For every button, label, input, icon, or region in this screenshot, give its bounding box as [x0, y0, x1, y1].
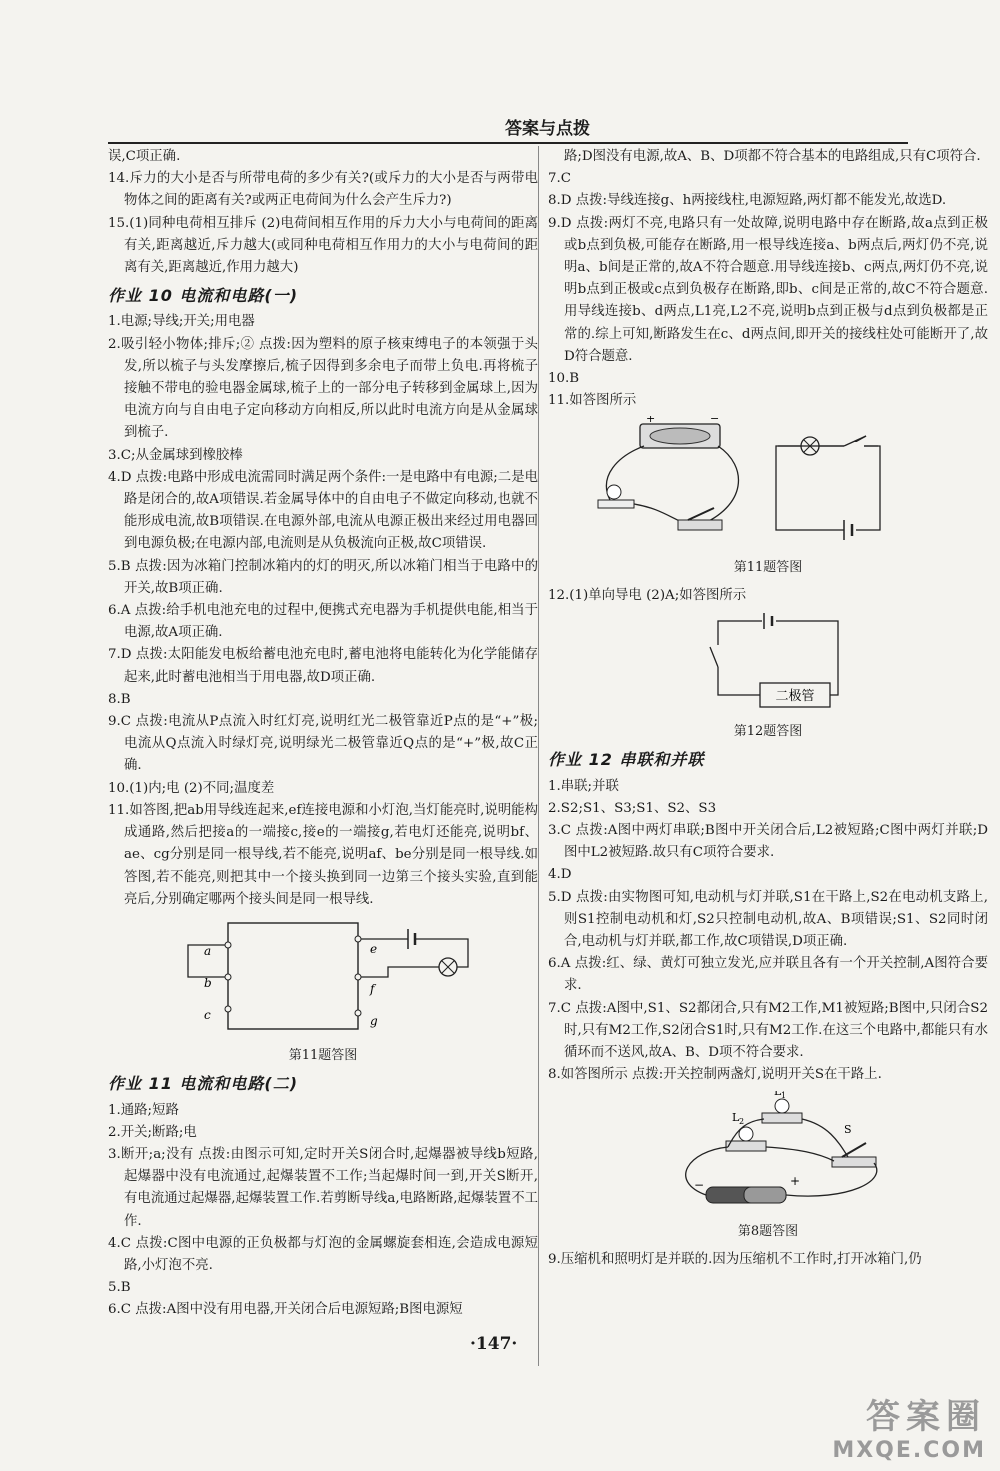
left-column [108, 146, 538, 1322]
answer-10-2: 2.吸引轻小物体;排斥;② 点拨:因为塑料的原子核束缚电子的本领强于头发,所以梳子与头发摩擦后,梳子因得到多余电子而带上负电.再将梳子接触不带电的验电器金属球,梳子上的一部分电子转移到金属球上,因为电流方向与自由电子定向移动方向相反,所以此时电流方向是从金属球到梳子. [108, 336, 538, 441]
answer-10-9: 9.C 点拨:电流从P点流入时红灯亮,说明红光二极管靠近P点的是“+”极;电流从Q点流入时绿灯亮,说明绿光二极管靠近Q点的是“+”极,故C正确. [108, 714, 538, 774]
header-title: 答案与点拨 [505, 119, 590, 139]
lamp-l1-subscript: 1 [781, 1090, 787, 1100]
switch-s-label: S [844, 1122, 852, 1136]
answer-11-1: 1.通路;短路 [108, 1102, 179, 1118]
figure-11-left [108, 915, 538, 1043]
terminal-e-label: e [370, 941, 378, 956]
answer-11-4: 4.C 点拨:C图中电源的正负极都与灯泡的金属螺旋套相连,会造成电源短路,小灯泡不亮. [108, 1235, 538, 1273]
section-heading-10: 作业 10 电流和电路(一) [108, 286, 299, 306]
answer-11-7: 7.C [548, 171, 572, 187]
answer-11-10: 10.B [548, 371, 580, 387]
terminal-f-label: f [370, 981, 375, 996]
column-divider [538, 146, 539, 1366]
section-heading-12: 作业 12 串联和并联 [548, 750, 705, 770]
figure-caption: 第12题答图 [733, 724, 803, 740]
answer-11-2: 2.开关;断路;电 [108, 1124, 197, 1140]
diode-circuit-diagram [548, 611, 988, 711]
battery-minus-label: − [694, 1177, 705, 1192]
answer-12-7: 7.C 点拨:A图中,S1、S2都闭合,只有M2工作,M1被短路;B图中,只闭合S2时,只有M2工作,S2闭合S1时,只有M2工作.在这三个电路中,都能只有水循环而不送风,故A、B、D项不符合要求. [548, 1000, 988, 1061]
figure-caption: 第11题答图 [733, 559, 803, 575]
figure-caption: 第11题答图 [288, 1048, 358, 1064]
lamp-l2-subscript: 2 [739, 1116, 745, 1126]
answer-12-6: 6.A 点拨:红、绿、黄灯可独立发光,应并联且各有一个开关控制,A图符合要求. [548, 956, 988, 994]
right-column [548, 146, 988, 1271]
answer-11-11: 11.如答图所示 [548, 393, 637, 409]
answer-12-1: 1.串联;并联 [548, 778, 619, 794]
answer-10-6: 6.A 点拨:给手机电池充电的过程中,便携式充电器为手机提供电能,相当于电源,故A项正确. [108, 603, 538, 641]
figure-8 [548, 1091, 988, 1219]
answer-10-5: 5.B 点拨:因为冰箱门控制冰箱内的灯的明灭,所以冰箱门相当于电路中的开关,故B项正确. [108, 558, 538, 596]
figure-12 [548, 611, 988, 719]
answer-11-9: 9.D 点拨:两灯不亮,电路只有一处故障,说明电路中存在断路,故a点到正极或b点到负极,可能存在断路,用一根导线连接a、b两点后,两灯仍不亮,说明a、b间是正常的,故A不符合题意.用导线连接b、c两点,两灯仍不亮,说明b点到正极或c点到负极存在断路,即b、c间是正常的,故C不符合题意.用导线连接b、d两点,L1亮,L2不亮,说明b点到正极与d点到负极都是正常的.综上可知,断路发生在c、d两点间,即开关的接线柱处可能断开了,故D符合题意. [548, 215, 988, 364]
terminal-g-label: g [370, 1013, 378, 1028]
battery-plus-label: + [790, 1173, 801, 1188]
parallel-lamps-drawing [548, 1091, 988, 1211]
answer-12-2: 2.S2;S1、S3;S1、S2、S3 [548, 800, 717, 816]
answer-12-3: 3.C 点拨:A图中两灯串联;B图中开关闭合后,L2被短路;C图中两灯并联;D图中L2被短路.故只有C项符合要求. [548, 823, 988, 861]
figure-11-right [548, 416, 988, 554]
watermark-line1: 答案圈 [866, 1397, 986, 1437]
answer-11-12: 12.(1)单向导电 (2)A;如答图所示 [548, 587, 747, 603]
answer-14: 14.斥力的大小是否与所带电荷的多少有关?(或斥力的大小是否与两带电物体之间的距离有关?或两正电荷间为什么会产生斥力?) [108, 171, 538, 209]
answer-text: 路;D图没有电源,故A、B、D项都不符合基本的电路组成,只有C项符合. [564, 149, 981, 164]
page-number: ·147· [470, 1334, 518, 1354]
running-header [108, 108, 908, 144]
section-heading-11: 作业 11 电流和电路(二) [108, 1074, 299, 1094]
answer-10-7: 7.D 点拨:太阳能发电板给蓄电池充电时,蓄电池将电能转化为化学能储存起来,此时蓄电池相当于用电器,故D项正确. [108, 647, 538, 685]
answer-10-3: 3.C;从金属球到橡胶棒 [108, 447, 243, 463]
answer-11-8: 8.D 点拨:导线连接g、h两接线柱,电源短路,两灯都不能发光,故选D. [548, 193, 947, 209]
answer-11-3: 3.断开;a;没有 点拨:由图示可知,定时开关S闭合时,起爆器被导线b短路,起爆器中没有电流通过,起爆装置不工作;当起爆时间一到,开关S断开,有电流通过起爆器,起爆装置工作.若剪断导线a,电路断路,起爆装置不工作. [108, 1146, 538, 1229]
answer-15: 15.(1)同种电荷相互排斥 (2)电荷间相互作用的斥力大小与电荷间的距离有关,距离越近,斥力越大(或同种电荷相互作用力的大小与电荷间的距离有关,距离越近,作用力越大) [108, 215, 538, 276]
answer-11-5: 5.B [108, 1280, 131, 1296]
answer-12-9: 9.压缩机和照明灯是并联的.因为压缩机不工作时,打开冰箱门,仍 [548, 1251, 922, 1267]
terminal-c-label: c [204, 1007, 211, 1022]
lamp-l2-label: L [732, 1110, 740, 1124]
answer-10-1: 1.电源;导线;开关;用电器 [108, 314, 255, 330]
answer-10-10: 10.(1)内;电 (2)不同;温度差 [108, 780, 275, 796]
terminal-b-label: b [204, 975, 212, 990]
figure-caption: 第8题答图 [737, 1223, 799, 1239]
watermark-line2: MXQE.COM [832, 1438, 986, 1463]
circuit-diagram-box [108, 915, 538, 1035]
answer-text: 误,C项正确. [108, 149, 181, 164]
svg-text:−: − [710, 416, 720, 426]
terminal-a-label: a [204, 943, 212, 958]
answer-12-5: 5.D 点拨:由实物图可知,电动机与灯并联,S1在干路上,S2在电动机支路上,则S1控制电动机和灯,S2只控制电动机,故A、B项错误;S1、S2同时闭合,电动机与灯并联,都工作,故C项错误,D项正确. [548, 889, 988, 950]
answer-10-11: 11.如答图,把ab用导线连起来,ef连接电源和小灯泡,当灯能亮时,说明能构成通路,然后把接a的一端接c,接e的一端接g,若电灯还能亮,说明bf、ae、cg分别是同一根导线,若不能亮,说明af、be分别是同一根导线.如答图,若不能亮,则把其中一个接头换到同一边第三个接头实验,直到能亮后,分别确定哪两个接头间是同一根导线. [108, 802, 538, 907]
answer-11-6: 6.C 点拨:A图中没有用电器,开关闭合后电源短路;B图电源短 [108, 1302, 463, 1318]
watermark-logo [832, 1389, 986, 1463]
lamp-l1-label: L [774, 1090, 782, 1098]
answer-10-8: 8.B [108, 691, 131, 707]
answer-10-4: 4.D 点拨:电路中形成电流需同时满足两个条件:一是电路中有电源;二是电路是闭合的,故A项错误.若金属导体中的自由电子不做定向移动,也就不能形成电流,故B项错误.在电源外部,电流从电源正极出来经过用电器回到电源负极;在电源内部,电流则是从负极流向正极,故C项错误. [108, 469, 538, 552]
answer-12-8: 8.如答图所示 点拨:开关控制两盏灯,说明开关S在干路上. [548, 1067, 882, 1083]
circuit-drawing-and-diagram [548, 416, 988, 546]
diode-label: 二极管 [775, 689, 815, 705]
svg-text:+: + [646, 416, 656, 426]
answer-12-4: 4.D [548, 867, 572, 883]
